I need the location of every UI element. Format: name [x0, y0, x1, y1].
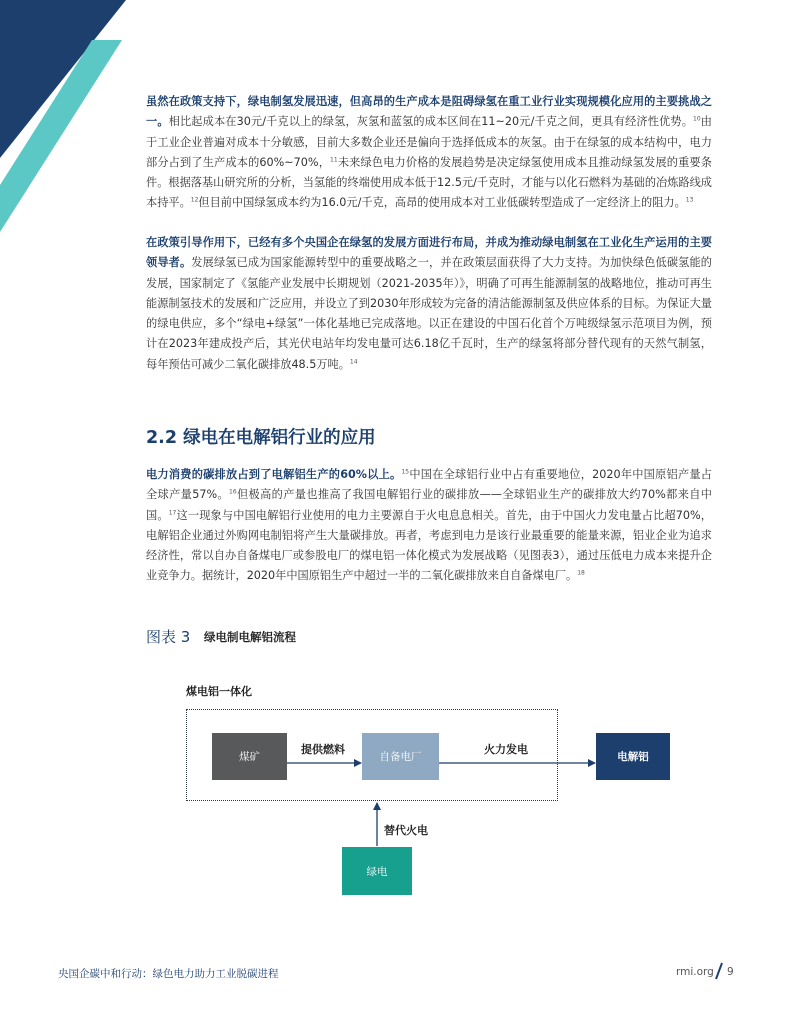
paragraph-electrolytic-aluminum: 电力消费的碳排放占到了电解铝生产的60%以上。$^{15}$中国在全球铝行业中占有重要地位，2020年中国原铝产量占全球产量57%。$^{16}$但极高的产量也推高了我国电解铝行业的碳排放——全球铝业生产的碳排放大约70%都来自中国。$^{17}$这一现象与中国电解铝行业使用的电力主要源自于火电息息相关。首先，由于中国火力发电量占比超70%，电解铝企业通过外购网电制铝将产生大量碳排放。再者，考虑到电力是该行业最重要的能量来源，铝业企业为追求经济性，常以自办自备煤电厂或参股电厂的煤电铝一体化模式为发展战略（见图表3），通过压低电力成本来提升企业竞争力。据统计，2020年中国原铝生产中超过一半的二氧化碳排放来自自备煤电厂。$^{18}$ [146, 468, 712, 583]
paragraph-lead: 电力消费的碳排放占到了电解铝生产的60%以上。 [146, 468, 402, 481]
footnote-ref[interactable]: 13 [685, 196, 694, 204]
figure-number: 图表 3 [146, 628, 191, 646]
footer-slash-divider [714, 962, 724, 980]
paragraph-soe-green-hydrogen: 在政策引导作用下，已经有多个央国企在绿氢的发展方面进行布局，并成为推动绿电制氢在工业化生产运用的主要领导者。发展绿氢已成为国家能源转型中的重要战略之一，并在政策层面获得了大力支持。为加快绿色低碳氢能的发展，国家制定了《氢能产业发展中长期规划（2021-2035年）》，明确了可再生能源制氢的战略地位，推动可再生能源制氢技术的发展和广泛应用，并设立了到2030年形成较为完备的清洁能源制氢及供应体系的目标。为保证大量的绿电供应，多个“绿电+绿氢”一体化基地已完成落地。以正在建设的中国石化首个万吨级绿氢示范项目为例，预计在2023年建成投产后，其光伏电站年均发电量可达6.18亿千瓦时，生产的绿氢将部分替代现有的天然气制氢，每年预估可减少二氧化碳排放48.5万吨。$^{14}$ [146, 236, 712, 371]
page-number: 9 [727, 966, 734, 978]
footnote-ref[interactable]: 12 [190, 196, 199, 204]
footer-site-link[interactable]: rmi.org [676, 966, 714, 978]
edge-label-replace-thermal: 替代火电 [384, 824, 428, 837]
footnote-ref[interactable]: 17 [168, 508, 177, 516]
node-coal-mine: 煤矿 [212, 733, 287, 780]
footnote-ref[interactable]: 18 [577, 569, 585, 577]
node-green-power: 绿电 [342, 847, 412, 895]
footer-report-title: 央国企碳中和行动：绿色电力助力工业脱碳进程 [58, 968, 279, 980]
footnote-ref[interactable]: 10 [693, 115, 701, 123]
paragraph-lead: 虽然在政策支持下，绿电制氢发展迅速，但高昂的生产成本是阻碍绿氢在重工业行业实现规模化应用的主要挑战之一。 [146, 95, 712, 129]
paragraph-lead: 在政策引导作用下，已经有多个央国企在绿氢的发展方面进行布局，并成为推动绿电制氢在工业化生产运用的主要领导者。 [146, 236, 712, 270]
footnote-ref[interactable]: 14 [349, 358, 358, 366]
section-heading: 2.2 绿电在电解铝行业的应用 [146, 428, 376, 448]
integration-group-label: 煤电铝一体化 [186, 685, 252, 698]
edge-label-fuel: 提供燃料 [301, 743, 345, 756]
node-captive-power-plant: 自备电厂 [362, 733, 439, 780]
node-electrolytic-aluminum: 电解铝 [596, 733, 670, 780]
footnote-ref[interactable]: 15 [401, 468, 410, 476]
footnote-ref[interactable]: 11 [330, 156, 338, 164]
footnote-ref[interactable]: 16 [229, 488, 237, 496]
edge-label-thermal-power: 火力发电 [484, 743, 528, 756]
figure-title: 绿电制电解铝流程 [204, 630, 296, 644]
paragraph-green-hydrogen-cost: 虽然在政策支持下，绿电制氢发展迅速，但高昂的生产成本是阻碍绿氢在重工业行业实现规模化应用的主要挑战之一。相比起成本在30元/千克以上的绿氢，灰氢和蓝氢的成本区间在11~20元/千克之间，更具有经济性优势。$^{10}$由于工业企业普遍对成本十分敏感，目前大多数企业还是偏向于选择低成本的灰氢。由于在绿氢的成本结构中，电力部分占到了生产成本的60%~70%，$^{11}$未来绿色电力价格的发展趋势是决定绿氢使用成本且推动绿氢发展的重要条件。根据落基山研究所的分析，当氢能的终端使用成本低于12.5元/千克时，才能与以化石燃料为基础的冶炼路线成本持平。$^{12}$但目前中国绿氢成本约为16.0元/千克，高昂的使用成本对工业低碳转型造成了一定经济上的阻力。$^{13}$ [146, 95, 712, 210]
